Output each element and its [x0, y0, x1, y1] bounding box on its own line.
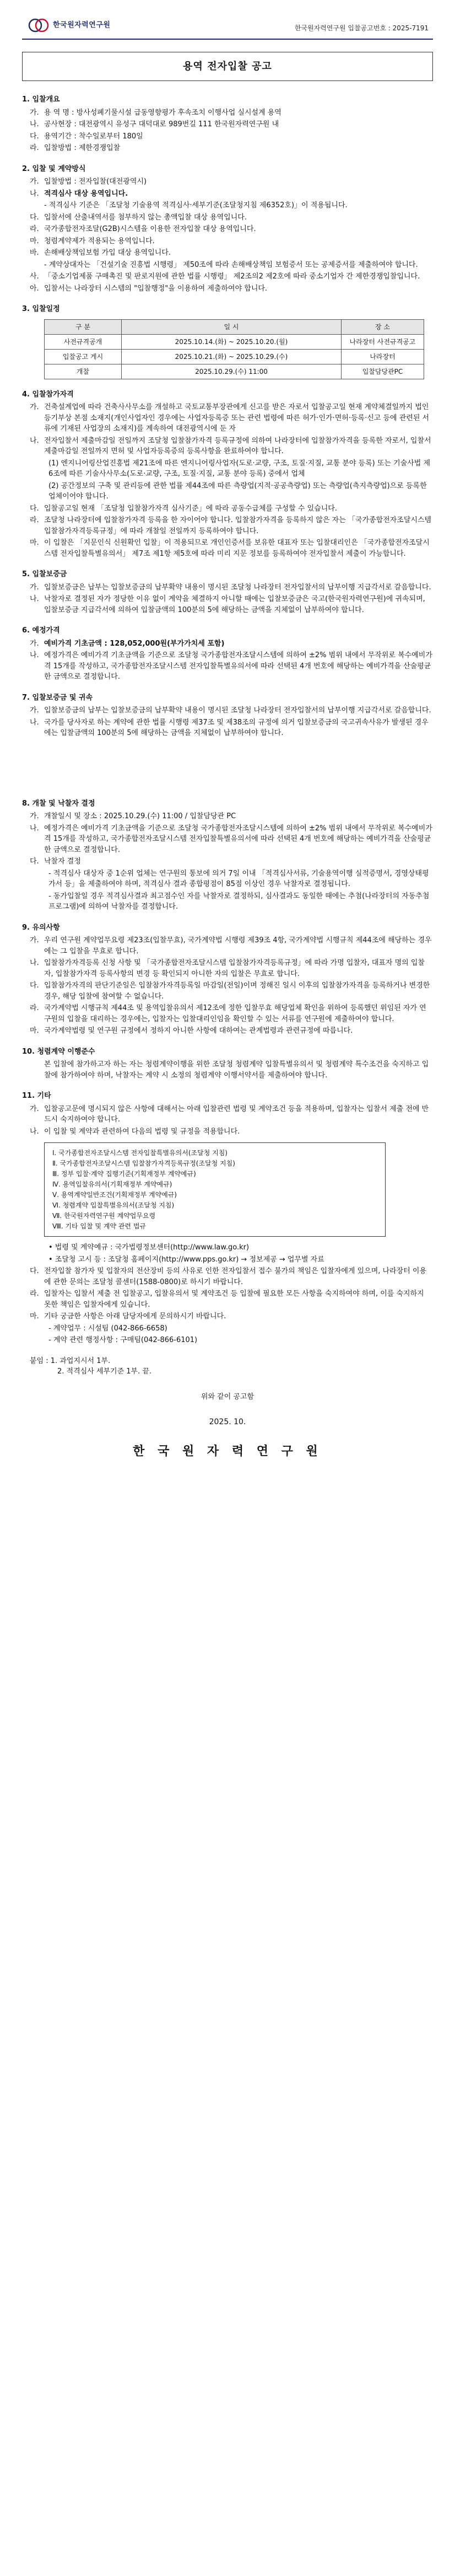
list-item	[22, 503, 433, 514]
table-cell: 2025.10.21.(화) ~ 2025.10.29.(수)	[122, 349, 342, 364]
item-text: 이 입찰은 「지문인식 신원확인 입찰」이 적용되므로 개인인증서를 보유한 대표자 또는 입찰대리인은 「국가종합전자조달시스템 전자입찰특별유의서」 제7조 제1항 제5호에 따라 미리 지문 정보를 등록하여야 전자입찰서 제출이 가능합니다.	[44, 539, 430, 558]
item-text: 본 입찰에 참가하고자 하는 자는 청렴계약이행을 위한 조달청 청렴계약 입찰특별유의서 및 청렴계약 특수조건을 숙지하고 입찰에 참가하여야 하며, 낙찰자는 계약 시 소정의 청렴계약 이행서약서를 제출하여야 합니다.	[44, 1060, 429, 1080]
list-item	[22, 1289, 433, 1310]
section-title: 6. 예정가격	[22, 626, 60, 635]
table-header-cell: 장 소	[342, 319, 424, 334]
item-label	[30, 260, 44, 271]
item-label: 가.	[30, 1104, 39, 1113]
item-label: 마.	[30, 539, 39, 547]
item-label: 다.	[30, 213, 39, 222]
list-item	[22, 980, 433, 1002]
list-item	[22, 1026, 433, 1037]
notice-date: 2025. 10.	[209, 1418, 246, 1426]
list-item	[22, 650, 433, 683]
regulation-item: Ⅰ. 국가종합전자조달시스템 전자입찰특별유의서(조달청 지침)	[52, 1149, 228, 1157]
list-item	[22, 119, 433, 130]
table-cell: 입찰공고 게시	[45, 349, 122, 364]
item-label: 가.	[30, 583, 39, 592]
item-text: 입찰보증금의 납부는 입찰보증금의 납부확약 내용이 명시된 조달청 나라장터 전자입찰서의 납부이행 지급각서로 갈음합니다.	[44, 706, 431, 715]
item-text: - 계약상대자는 「건설기술 진흥법 시행령」 제50조에 따라 손해배상책임 보험증서 또는 공제증서를 제출하여야 합니다.	[44, 260, 418, 269]
item-label: 나.	[30, 651, 39, 659]
item-text: 전자입찰 참가자 및 입찰자의 전산장비 등의 사유로 인한 전자입찰서 접수 불가의 책임은 입찰자에게 있으며, 나라장터 이용에 관한 문의는 조달청 콜센터(1588-0800)로 하시기 바랍니다.	[44, 1267, 427, 1286]
item-label	[30, 200, 44, 211]
list-item	[22, 856, 433, 867]
item-label: 가.	[30, 178, 39, 186]
page-title: 용역 전자입찰 공고	[22, 52, 433, 81]
table-row	[45, 349, 424, 364]
attachment-item: 1. 과업지시서 1부.	[50, 1356, 111, 1365]
list-item	[22, 638, 433, 650]
item-text: 입찰방법 : 전자입찰(대전광역시)	[44, 178, 147, 186]
item-text: 건축설계업에 따라 건축사사무소를 개설하고 국토교통부장관에게 신고를 받은 자로서 입찰공고일 현재 계약체결일까지 법인등기부상 본점 소재지(개인사업자인 경우에는 사업자등록증 또는 관련 법령에 따른 허가·인가·면허·등록·신고 등에 관련된 서류에 기재된 사업장의 소재지)를 계속하여 대전광역시에 둔 자	[44, 403, 430, 433]
table-row	[45, 334, 424, 349]
item-label: 나.	[30, 120, 39, 128]
regulation-item: Ⅲ. 정부 입찰·계약 집행기준(기획재정부 계약예규)	[52, 1170, 196, 1178]
item-text: 공사현장 : 대전광역시 유성구 대덕대로 989번길 111 한국원자력연구원 내	[44, 120, 279, 128]
list-item	[22, 1126, 433, 1137]
list-item	[22, 705, 433, 716]
issuing-org: 한 국 원 자 력 연 구 원	[133, 1445, 322, 1458]
table-cell: 2025.10.29.(수) 11:00	[122, 364, 342, 379]
table-cell: 입찰담당관PC	[342, 364, 424, 379]
item-text: 용역기간 : 착수일로부터 180일	[44, 132, 143, 141]
table-cell: 개찰	[45, 364, 122, 379]
list-item	[22, 248, 433, 259]
section-title: 7. 입찰보증금 및 귀속	[22, 693, 93, 702]
item-text: 손해배상책임보험 가입 대상 용역입니다.	[44, 249, 171, 257]
item-label	[30, 1059, 44, 1081]
list-item	[22, 212, 433, 223]
section-etc	[22, 1091, 433, 1346]
item-label: 마.	[30, 237, 39, 245]
item-label: 라.	[30, 516, 39, 524]
list-item	[22, 200, 433, 211]
list-item	[22, 935, 433, 957]
item-label: 다.	[30, 132, 39, 141]
item-label: 가.	[30, 706, 39, 715]
item-label: 나.	[30, 436, 39, 445]
notice-number: 한국원자력연구원 입찰공고번호 : 2025-7191	[294, 24, 429, 32]
item-label: 가.	[30, 403, 39, 411]
item-text: 국가를 당사자로 하는 계약에 관한 법률 시행령 제37조 및 제38조의 규정에 의거 입찰보증금의 국고귀속사유가 발생된 경우에는 입찰금액의 100분의 5에 해당하는 금액을 지체없이 납부하여야 합니다.	[44, 718, 429, 737]
list-subitem: - 적격심사 대상자 중 1순위 업체는 연구원의 통보에 의거 7일 이내 「적격심사서류, 기술용역이행 실적증명서, 경영상태평가서 등」을 제출하여야 하며, 적격심사 결과 종합평점이 85점 이상인 경우 낙찰자로 결정됩니다.	[48, 869, 429, 888]
regulation-item: Ⅳ. 용역입찰유의서(기획재정부 계약예규)	[52, 1180, 172, 1188]
list-item	[22, 1311, 433, 1322]
item-text: 국가종합전자조달(G2B)시스템을 이용한 전자입찰 대상 용역입니다.	[44, 225, 256, 233]
list-subitem: • 조달청 고시 등 : 조달청 홈페이지(http://www.pps.go.kr) → 정보제공 → 업무별 자료	[48, 1255, 324, 1264]
section-bond-forfeit	[22, 693, 433, 739]
section-title: 10. 청렴계약 이행준수	[22, 1047, 95, 1056]
table-header-cell: 구 분	[45, 319, 122, 334]
closing-text: 위와 같이 공고함	[201, 1392, 254, 1401]
org-logo-text: 한국원자력연구원	[53, 21, 111, 30]
item-text: 입찰서는 나라장터 시스템의 "입찰행정"을 이용하여 제출하여야 합니다.	[44, 284, 268, 293]
item-text: 입찰자는 입찰서 제출 전 입찰공고, 입찰유의서 및 계약조건 등 입찰에 필요한 모든 사항을 숙지하여야 하며, 이를 숙지하지 못한 책임은 입찰자에게 있습니다.	[44, 1290, 424, 1309]
item-text: - 적격심사 기준은 「조달청 기술용역 적격심사·세부기준(조달청지침 제6352호)」이 적용됩니다.	[44, 201, 348, 210]
list-item	[22, 260, 433, 271]
section-title: 11. 기타	[22, 1092, 51, 1100]
regulation-item: Ⅷ. 기타 입찰 및 계약 관련 법규	[52, 1222, 147, 1230]
table-cell: 사전규격공개	[45, 334, 122, 349]
item-text: 국가계약법령 및 연구원 규정에서 정하지 아니한 사항에 대하여는 관계법령과 관련규정에 따릅니다.	[44, 1027, 353, 1035]
table-cell: 나라장터	[342, 349, 424, 364]
section-overview	[22, 94, 433, 154]
table-header-cell: 일 시	[122, 319, 342, 334]
section-title: 4. 입찰참가자격	[22, 390, 74, 399]
item-label: 다.	[30, 857, 39, 866]
section-title: 9. 유의사항	[22, 923, 60, 932]
item-label: 다.	[30, 1267, 39, 1275]
list-subitem: - 동가입찰일 경우 적격심사결과 최고점수인 자를 낙찰자로 결정하되, 심사결과도 동일한 때에는 추첨(나라장터의 자동추첨프로그램)에 의하여 낙찰자를 결정합니다.	[48, 892, 430, 911]
section-bid-method	[22, 164, 433, 294]
list-item	[22, 717, 433, 739]
list-item	[22, 1104, 433, 1125]
section-opening	[22, 798, 433, 913]
item-text: 전자입찰서 제출마감일 전일까지 조달청 입찰참가자격 등록규정에 의하여 나라장터에 입찰참가자격을 등록한 자로서, 입찰서 제출마감일 전일까지 면허 및 사업자등록증의 등록사항을 완료하여야 합니다.	[44, 436, 431, 455]
list-item	[22, 176, 433, 187]
list-item	[22, 271, 433, 282]
item-label: 아.	[30, 284, 39, 293]
item-label: 나.	[30, 718, 39, 727]
item-text: 예비가격 기초금액 : 128,052,000원(부가가치세 포함)	[44, 639, 225, 648]
item-text: 우리 연구원 계약업무요령 제23조(입찰무효), 국가계약법 시행령 제39조 4항, 국가계약법 시행규칙 제44조에 해당하는 경우에는 그 입찰을 무효로 합니다.	[44, 936, 432, 956]
list-item	[22, 594, 433, 615]
item-text: 「중소기업제품 구매촉진 및 판로지원에 관한 법률 시행령」 제2조의2 제2호에 따라 중소기업자 간 제한경쟁입찰입니다.	[44, 272, 420, 281]
item-label: 라.	[30, 144, 39, 152]
item-label: 가.	[30, 108, 39, 117]
list-subitem: • 법령 및 계약예규 : 국가법령정보센터(http://www.law.go.kr)	[48, 1243, 250, 1252]
section-notes	[22, 922, 433, 1037]
list-item	[22, 224, 433, 235]
item-text: 개찰일시 및 장소 : 2025.10.29.(수) 11:00 / 입찰담당관 PC	[44, 812, 236, 820]
list-subitem: - 계약 관련 행정사항 : 구매팀(042-866-6101)	[48, 1336, 198, 1344]
section-title: 1. 입찰개요	[22, 95, 60, 104]
item-text: 국가계약법 시행규칙 제44조 및 용역입찰유의서 제12조에 정한 입찰무효 해당업체 확인을 위하여 등록했던 위임된 자가 연구원의 입찰을 대리하는 경우에는, 입찰자는 입찰대리인임을 확인할 수 있는 서류를 연구원에 제출하여야 합니다.	[44, 1004, 426, 1023]
item-text: 이 입찰 및 계약과 관련하여 다음의 법령 및 규정을 적용합니다.	[44, 1127, 240, 1136]
item-text: 기타 궁금한 사항은 아래 담당자에게 문의하시기 바랍니다.	[44, 1312, 226, 1321]
item-label: 사.	[30, 272, 39, 281]
section-title: 8. 개찰 및 낙찰자 결정	[22, 799, 95, 808]
item-text: 청렴계약제가 적용되는 용역입니다.	[44, 237, 155, 245]
org-logo	[28, 18, 110, 33]
item-label: 마.	[30, 1027, 39, 1035]
item-text: 조달청 나라장터에 입찰참가자격 등록을 한 자이어야 합니다. 입찰참가자격을 등록하지 않은 자는 「국가종합전자조달시스템 입찰참가자격등록규정」에 따라 개찰일 전일까지 등록하여야 합니다.	[44, 516, 432, 535]
list-item	[22, 436, 433, 457]
section-integrity	[22, 1046, 433, 1081]
list-subitem: (1) 엔지니어링산업진흥법 제21조에 따른 엔지니어링사업자(도로·교량, 구조, 토질·지질, 교통 분야 등록) 또는 기술사법 제6조에 따른 기술사사무소(도로·교량, 구조, 토질·지질, 교통 분야 등록) 중에서 업체	[48, 459, 431, 478]
item-label: 가.	[30, 639, 39, 648]
regulation-item: Ⅱ. 국가종합전자조달시스템 입찰참가자격등록규정(조달청 지침)	[52, 1160, 235, 1167]
regulation-item: Ⅴ. 용역계약일반조건(기획재정부 계약예규)	[52, 1191, 177, 1199]
list-item	[22, 108, 433, 119]
item-label: 라.	[30, 1004, 39, 1012]
item-text: 낙찰자로 결정된 자가 정당한 이유 없이 계약을 체결하지 아니할 때에는 입찰보증금은 국고(한국원자력연구원)에 귀속되며, 입찰보증금 지급각서에 의하여 입찰금액의 100분의 5에 해당하는 금액을 지체없이 납부하여야 합니다.	[44, 595, 425, 614]
list-item	[22, 189, 433, 200]
section-title: 3. 입찰일정	[22, 305, 60, 313]
section-bid-bond	[22, 569, 433, 615]
list-item	[22, 538, 433, 559]
item-label: 나.	[30, 959, 39, 967]
list-item	[22, 402, 433, 434]
attachment-item: 2. 적격심사 세부기준 1부. 끝.	[57, 1367, 152, 1376]
list-item	[22, 811, 433, 822]
item-label: 다.	[30, 981, 39, 990]
item-text: 입찰방법 : 제한경쟁입찰	[44, 144, 121, 152]
item-label: 라.	[30, 225, 39, 233]
item-label: 바.	[30, 249, 39, 257]
item-label: 가.	[30, 812, 39, 820]
signature-block	[22, 1392, 433, 1461]
item-text: 입찰공고일 현재 「조달청 입찰참가자격 심사기준」에 따라 공동수급체를 구성할 수 있습니다.	[44, 504, 337, 513]
table-row	[45, 364, 424, 379]
list-item	[22, 131, 433, 142]
section-title: 2. 입찰 및 계약방식	[22, 164, 86, 173]
list-subitem: - 계약업무 : 시설팀 (042-866-6658)	[48, 1324, 167, 1333]
list-item	[22, 1059, 433, 1081]
list-subitem: (2) 공간정보의 구축 및 관리등에 관한 법률 제44조에 따른 측량업(지적·공공측량업) 또는 측량업(측지측량업)으로 등록한 업체이어야 합니다.	[48, 481, 427, 501]
section-title: 5. 입찰보증금	[22, 570, 67, 578]
item-text: 입찰참가자격등록 신청 사항 및 「국가종합전자조달시스템 입찰참가자격등록규정」에 따라 가명 입찰자, 대표자 명의 입찰자, 입찰참가자격 등록사항의 변경 등 확인되지 아니한 자의 입찰은 무효로 합니다.	[44, 959, 425, 978]
list-item	[22, 582, 433, 593]
regulation-box	[44, 1142, 386, 1237]
list-item	[22, 283, 433, 294]
item-label: 나.	[30, 189, 39, 198]
page-gap	[22, 749, 433, 798]
list-item	[22, 515, 433, 536]
kaeri-logo-icon	[28, 18, 50, 33]
list-item	[22, 1266, 433, 1287]
item-label: 라.	[30, 1290, 39, 1298]
list-item	[22, 1003, 433, 1024]
item-label: 마.	[30, 1312, 39, 1321]
attachments	[22, 1356, 433, 1377]
item-label: 다.	[30, 504, 39, 513]
table-header-row	[45, 319, 424, 334]
item-text: 용 역 명 : 방사성폐기물시설 급동영향평가 후속조치 이행사업 실시설계 용역	[44, 108, 281, 117]
item-label: 가.	[30, 936, 39, 944]
table-cell: 나라장터 사전규격공고	[342, 334, 424, 349]
section-schedule	[22, 304, 433, 379]
header-bar	[22, 0, 433, 40]
item-text: 적격심사 대상 용역입니다.	[44, 189, 128, 198]
item-label: 나.	[30, 595, 39, 603]
item-label: 나.	[30, 824, 39, 833]
item-text: 입찰보증금은 납부는 입찰보증금의 납부확약 내용이 명시된 조달청 나라장터 전자입찰서의 납부이행 지급각서로 갈음합니다.	[44, 583, 431, 592]
item-text: 예정가격은 예비가격 기초금액을 기준으로 조달청 국가종합전자조달시스템에 의하여 ±2% 범위 내에서 무작위로 복수예비가격 15개를 작성하고, 국가종합전자조달시스템 전자입찰특별유의서에 따라 선택된 4개 번호에 해당하는 예비가격을 산술평균한 금액으로 결정합니다.	[44, 824, 432, 854]
list-item	[22, 958, 433, 979]
item-text: 낙찰자 결정	[44, 857, 81, 866]
item-text: 입찰참가자격의 판단기준일은 입찰참가자격등록일 마감일(전일)이며 정해진 일시 이후의 입찰참가자격을 등록하거나 변경한 경우, 해당 입찰에 참여할 수 없습니다.	[44, 981, 430, 1001]
regulation-item: Ⅵ. 청렴계약 입찰특별유의서(조달청 지침)	[52, 1201, 175, 1209]
item-text: 예정가격은 예비가격 기초금액을 기준으로 조달청 국가종합전자조달시스템에 의하여 ±2% 범위 내에서 무작위로 복수예비가격 15개를 작성하고, 국가종합전자조달시스템 전자입찰특별유의서에 따라 선택된 4개 번호에 해당하는 예비가격을 산술평균한 금액으로 결정합니다.	[44, 651, 432, 681]
list-item	[22, 236, 433, 247]
attachments-label: 붙임 :	[30, 1356, 48, 1365]
section-qualification	[22, 389, 433, 560]
list-item	[22, 143, 433, 154]
table-cell: 2025.10.14.(화) ~ 2025.10.20.(월)	[122, 334, 342, 349]
regulation-item: Ⅶ. 한국원자력연구원 계약업무요령	[52, 1212, 156, 1220]
section-estimated-price	[22, 625, 433, 683]
item-text: 입찰공고문에 명시되지 않은 사항에 대해서는 아래 입찰관련 법령 및 계약조건 등을 적용하며, 입찰자는 입찰서 제출 전에 반드시 숙지하여야 합니다.	[44, 1104, 429, 1124]
item-text: 입찰서에 산출내역서를 첨부하지 않는 총액입찰 대상 용역입니다.	[44, 213, 247, 222]
schedule-table	[44, 319, 424, 379]
item-label: 나.	[30, 1127, 39, 1136]
list-item	[22, 823, 433, 856]
